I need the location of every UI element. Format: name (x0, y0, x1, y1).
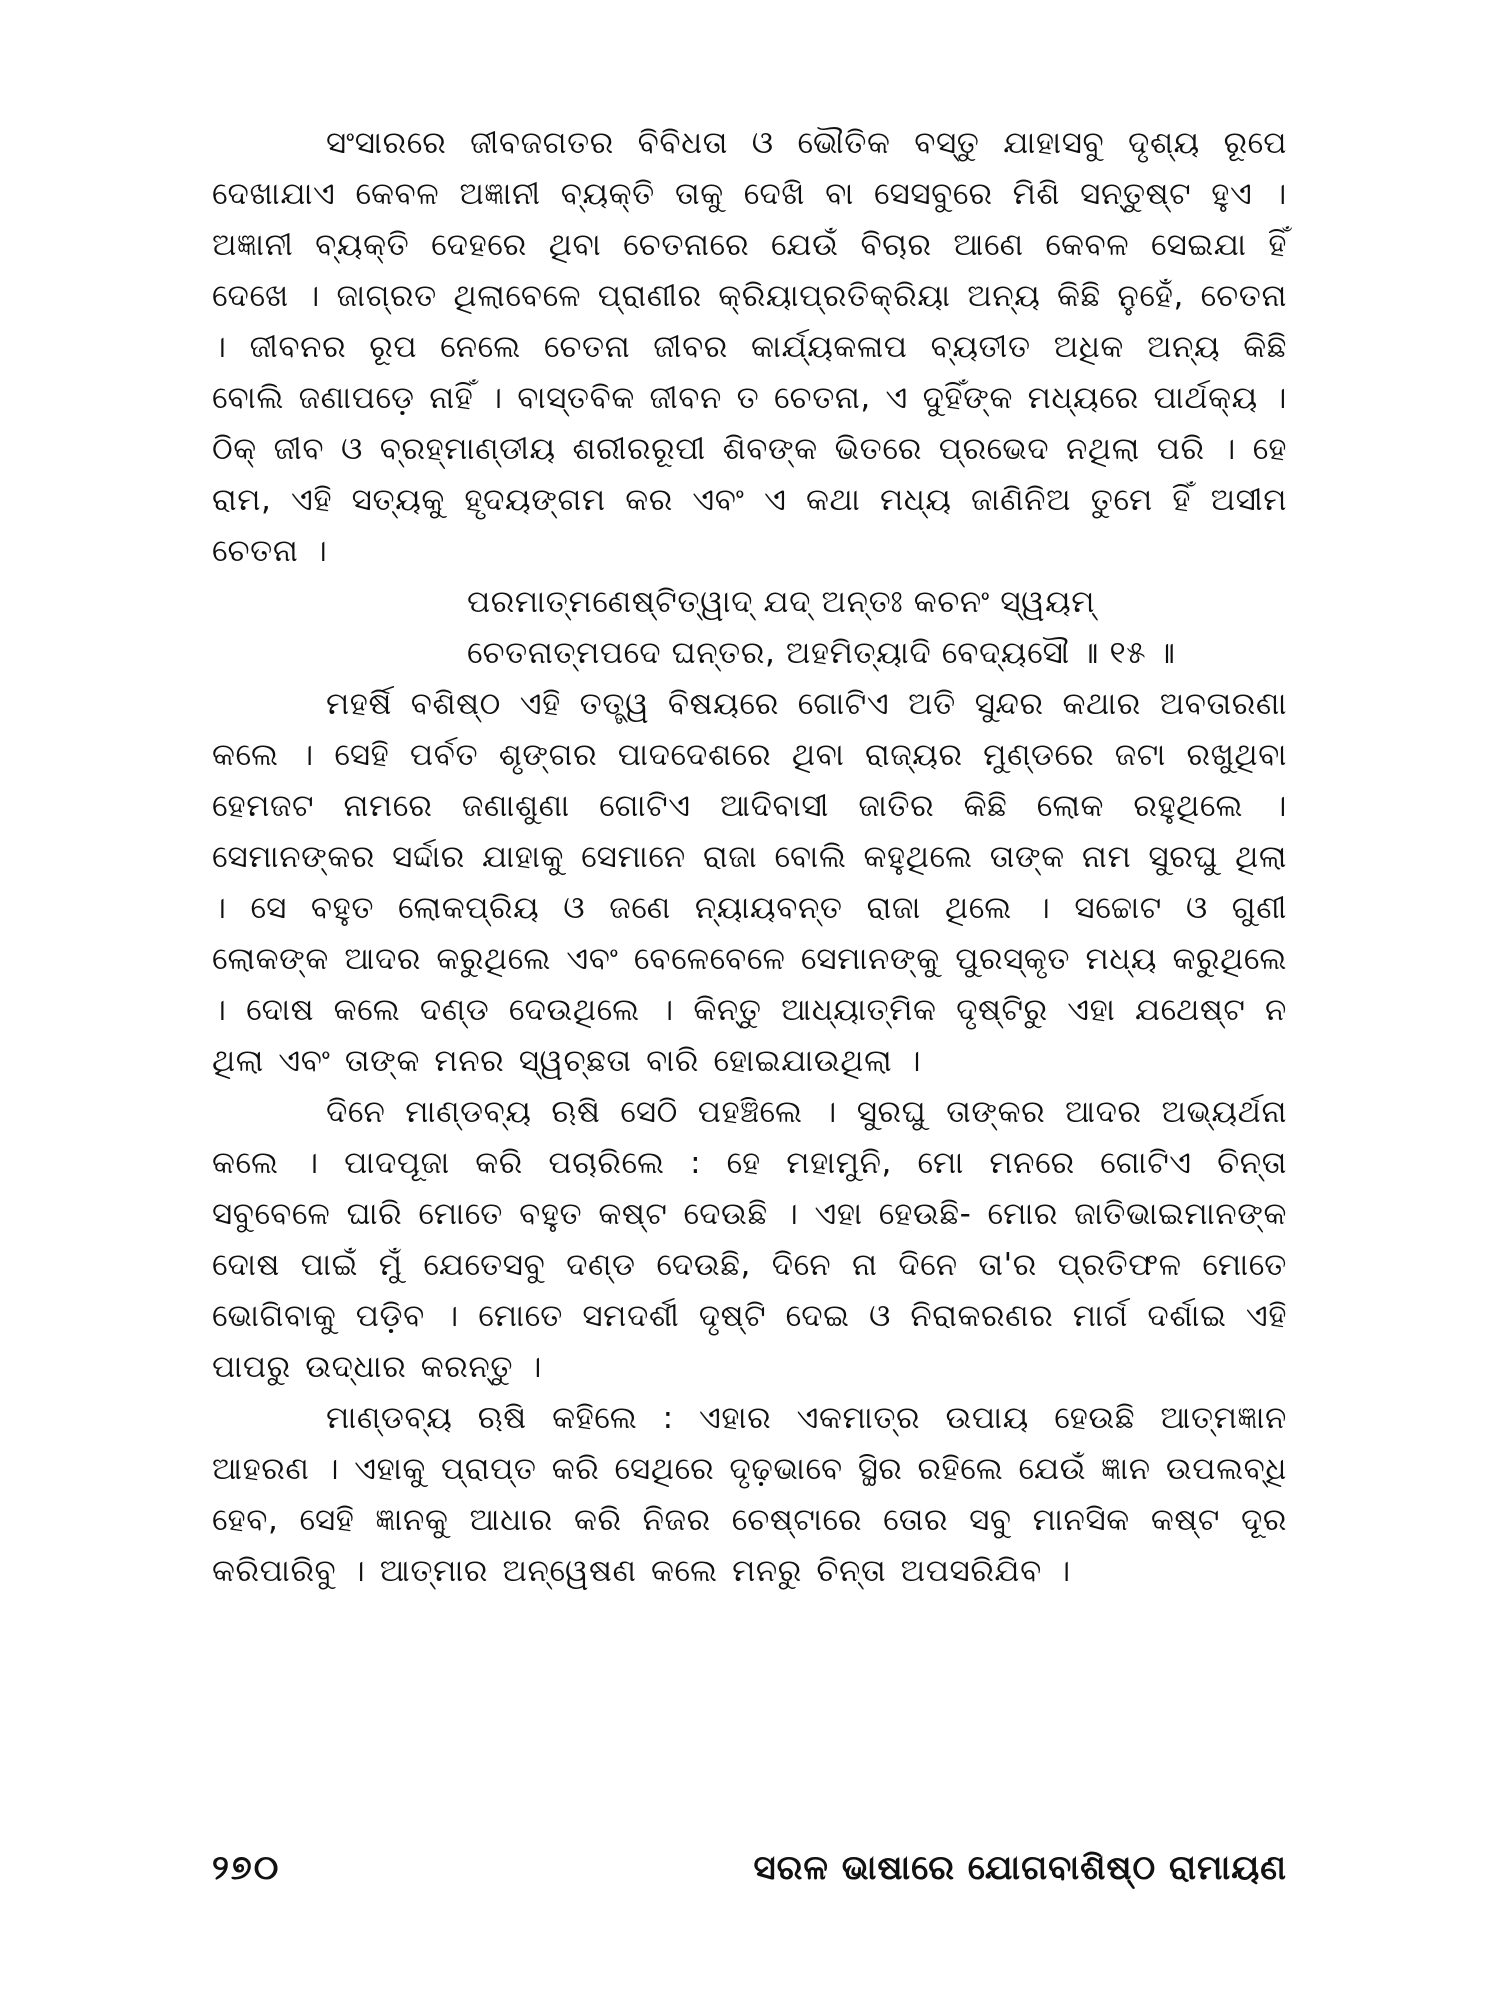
page-body (212, 118, 1287, 1918)
paragraph-4: ମାଣ୍ଡବ୍ୟ ଋଷି କହିଲେ : ଏହାର ଏକମାତ୍ର ଉପାୟ ହେଉଛି ଆତ୍ମଜ୍ଞାନ ଆହରଣ । ଏହାକୁ ପ୍ରାପ୍ତ କରି ସେଥିରେ ଦୃଢ଼ଭାବେ ସ୍ଥିର ରହିଲେ ଯେଉଁ ଜ୍ଞାନ ଉପଲବ୍ଧି ହେବ, ସେହି ଜ୍ଞାନକୁ ଆଧାର କରି ନିଜର ଚେଷ୍ଟାରେ ତୋର ସବୁ ମାନସିକ କଷ୍ଟ ଦୂର କରିପାରିବୁ । ଆତ୍ମାର ଅନ୍ୱେଷଣ କଲେ ମନରୁ ଚିନ୍ତା ଅପସରିଯିବ । (212, 1400, 1287, 1589)
sanskrit-verse (212, 577, 1287, 679)
verse-line-2: ଚେତନାତ୍ମପଦେ ଘନ୍ତର, ଅହମିତ୍ୟାଦି ବେଦ୍ୟସୌ ॥ ୧୫ ॥ (467, 635, 1176, 671)
verse-line-1: ପରମାତ୍ମଣେଷ୍ଟିତ୍ୱାଦ୍ ଯଦ୍ ଅନ୍ତଃ କଚନଂ ସ୍ୱୟମ୍ (467, 584, 1096, 620)
book-title: ସରଳ ଭାଷାରେ ଯୋଗବାଶିଷ୍ଠ ରାମାୟଣ (753, 1848, 1287, 1888)
page-footer (212, 1848, 1287, 1908)
page-number: ୨୭୦ (212, 1848, 281, 1888)
paragraph-2: ମହର୍ଷି ବଶିଷ୍ଠ ଏହି ତତ୍ତ୍ୱ ବିଷୟରେ ଗୋଟିଏ ଅତି ସୁନ୍ଦର କଥାର ଅବତାରଣା କଲେ । ସେହି ପର୍ବତ ଶୃଙ୍ଗର ପାଦଦେଶରେ ଥିବା ରାଜ୍ୟର ମୁଣ୍ଡରେ ଜଟା ରଖୁଥିବା ହେମଜଟ ନାମରେ ଜଣାଶୁଣା ଗୋଟିଏ ଆଦିବାସୀ ଜାତିର କିଛି ଲୋକ ରହୁଥିଲେ । ସେମାନଙ୍କର ସର୍ଦ୍ଦାର ଯାହାକୁ ସେମାନେ ରାଜା ବୋଲି କହୁଥିଲେ ତାଙ୍କ ନାମ ସୁରଘୁ ଥିଲା । ସେ ବହୁତ ଲୋକପ୍ରିୟ ଓ ଜଣେ ନ୍ୟାୟବନ୍ତ ରାଜା ଥିଲେ । ସଚ୍ଚୋଟ ଓ ଗୁଣୀ ଲୋକଙ୍କ ଆଦର କରୁଥିଲେ ଏବଂ ବେଳେବେଳେ ସେମାନଙ୍କୁ ପୁରସ୍କୃତ ମଧ୍ୟ କରୁଥିଲେ । ଦୋଷ କଲେ ଦଣ୍ଡ ଦେଉଥିଲେ । କିନ୍ତୁ ଆଧ୍ୟାତ୍ମିକ ଦୃଷ୍ଟିରୁ ଏହା ଯଥେଷ୍ଟ ନ ଥିଲା ଏବଂ ତାଙ୍କ ମନର ସ୍ୱଚ୍ଛତା ବାରି ହୋଇଯାଉଥିଲା । (212, 686, 1287, 1079)
paragraph-3: ଦିନେ ମାଣ୍ଡବ୍ୟ ଋଷି ସେଠି ପହଞ୍ଚିଲେ । ସୁରଘୁ ତାଙ୍କର ଆଦର ଅଭ୍ୟର୍ଥନା କଲେ । ପାଦପୂଜା କରି ପଚାରିଲେ : ହେ ମହାମୁନି, ମୋ ମନରେ ଗୋଟିଏ ଚିନ୍ତା ସବୁବେଳେ ଘାରି ମୋତେ ବହୁତ କଷ୍ଟ ଦେଉଛି । ଏହା ହେଉଛି- ମୋର ଜାତିଭାଇମାନଙ୍କ ଦୋଷ ପାଇଁ ମୁଁ ଯେତେସବୁ ଦଣ୍ଡ ଦେଉଛି, ଦିନେ ନା ଦିନେ ତା'ର ପ୍ରତିଫଳ ମୋତେ ଭୋଗିବାକୁ ପଡ଼ିବ । ମୋତେ ସମଦର୍ଶୀ ଦୃଷ୍ଟି ଦେଇ ଓ ନିରାକରଣର ମାର୍ଗ ଦର୍ଶାଇ ଏହି ପାପରୁ ଉଦ୍ଧାର କରନ୍ତୁ । (212, 1094, 1287, 1385)
paragraph-1: ସଂସାରରେ ଜୀବଜଗତର ବିବିଧତା ଓ ଭୌତିକ ବସ୍ତୁ ଯାହାସବୁ ଦୃଶ୍ୟ ରୂପେ ଦେଖାଯାଏ କେବଳ ଅଜ୍ଞାନୀ ବ୍ୟକ୍ତି ତାକୁ ଦେଖି ବା ସେସବୁରେ ମିଶି ସନ୍ତୁଷ୍ଟ ହୁଏ । ଅଜ୍ଞାନୀ ବ୍ୟକ୍ତି ଦେହରେ ଥିବା ଚେତନାରେ ଯେଉଁ ବିଚାର ଆଣେ କେବଳ ସେଇଯା ହିଁ ଦେଖେ । ଜାଗ୍ରତ ଥିଲାବେଳେ ପ୍ରାଣୀର କ୍ରିୟାପ୍ରତିକ୍ରିୟା ଅନ୍ୟ କିଛି ନୁହେଁ, ଚେତନା । ଜୀବନର ରୂପ ନେଲେ ଚେତନା ଜୀବର କାର୍ଯ୍ୟକଳାପ ବ୍ୟତୀତ ଅଧିକ ଅନ୍ୟ କିଛି ବୋଲି ଜଣାପଡ଼େ ନାହିଁ । ବାସ୍ତବିକ ଜୀବନ ତ ଚେତନା, ଏ ଦୁହିଁଙ୍କ ମଧ୍ୟରେ ପାର୍ଥକ୍ୟ । ଠିକ୍ ଜୀବ ଓ ବ୍ରହ୍ମାଣ୍ଡୀୟ ଶରୀରରୂପୀ ଶିବଙ୍କ ଭିତରେ ପ୍ରଭେଦ ନଥିଲା ପରି । ହେ ରାମ, ଏହି ସତ୍ୟକୁ ହୃଦୟଙ୍ଗମ କର ଏବଂ ଏ କଥା ମଧ୍ୟ ଜାଣିନିଅ ତୁମେ ହିଁ ଅସୀମ ଚେତନା । (212, 125, 1287, 569)
